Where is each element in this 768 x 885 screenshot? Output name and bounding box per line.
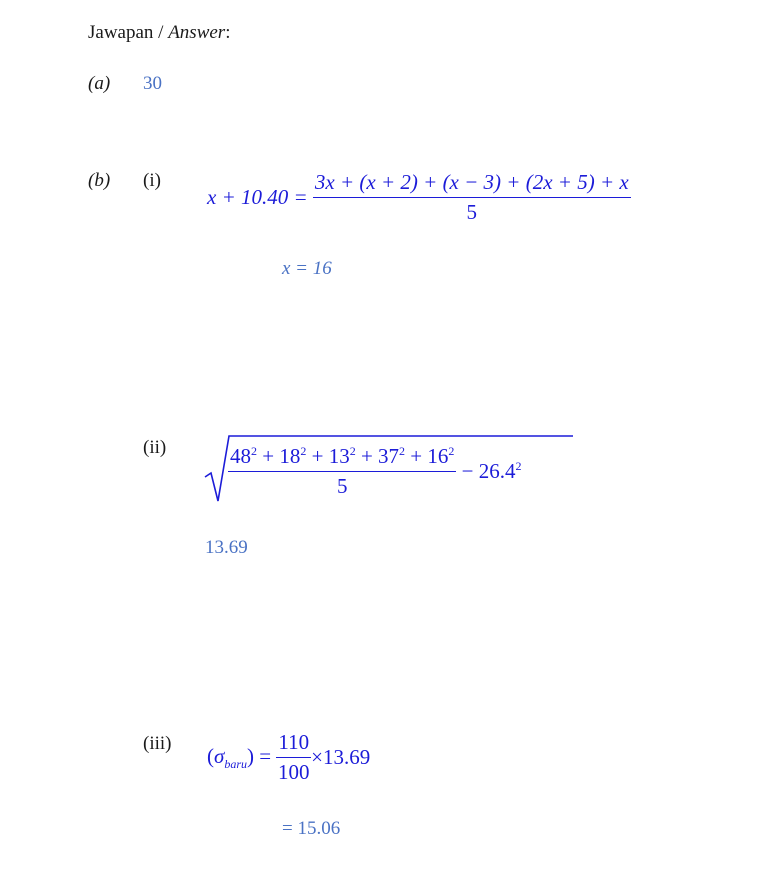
part-b-i-answer: x = 16 <box>282 258 332 279</box>
part-b-iii-answer: = 15.06 <box>282 818 341 839</box>
multiplier: ×13.69 <box>311 745 371 769</box>
part-a-label: (a) <box>88 73 111 94</box>
part-b-ii-answer: 13.69 <box>205 537 248 558</box>
variance-denominator: 5 <box>228 471 456 499</box>
part-b-label: (b) <box>88 170 111 191</box>
mean-square-term: − $26.4^2$ <box>456 459 522 483</box>
part-b-iii-label: (iii) <box>143 733 172 754</box>
part-b-ii-label: (ii) <box>143 437 167 458</box>
new-sd-symbol: $(\sigma_{baru})$ = <box>207 743 277 771</box>
part-b-ii-expression <box>228 444 521 499</box>
mean-fraction <box>313 170 631 225</box>
mean-fraction-denominator: 5 <box>313 197 631 225</box>
part-a-answer: 30 <box>143 73 162 94</box>
percent-fraction <box>276 730 311 785</box>
mean-fraction-numerator: 3x + (x + 2) + (x − 3) + (2x + 5) + x <box>314 170 629 194</box>
sum-of-squares: $48^2 + 18^2 + 13^2 + 37^2 + 16^2$ <box>230 444 455 468</box>
variance-fraction <box>228 444 456 499</box>
part-b-i-equation <box>207 170 631 225</box>
part-b-iii-equation <box>207 730 370 785</box>
percent-numerator: 110 <box>278 730 310 754</box>
answer-heading: Jawapan / Answer: <box>88 22 231 43</box>
percent-denominator: 100 <box>276 757 311 785</box>
equation-lhs: x + 10.40 = <box>207 185 313 209</box>
part-b-i-label: (i) <box>143 170 161 191</box>
